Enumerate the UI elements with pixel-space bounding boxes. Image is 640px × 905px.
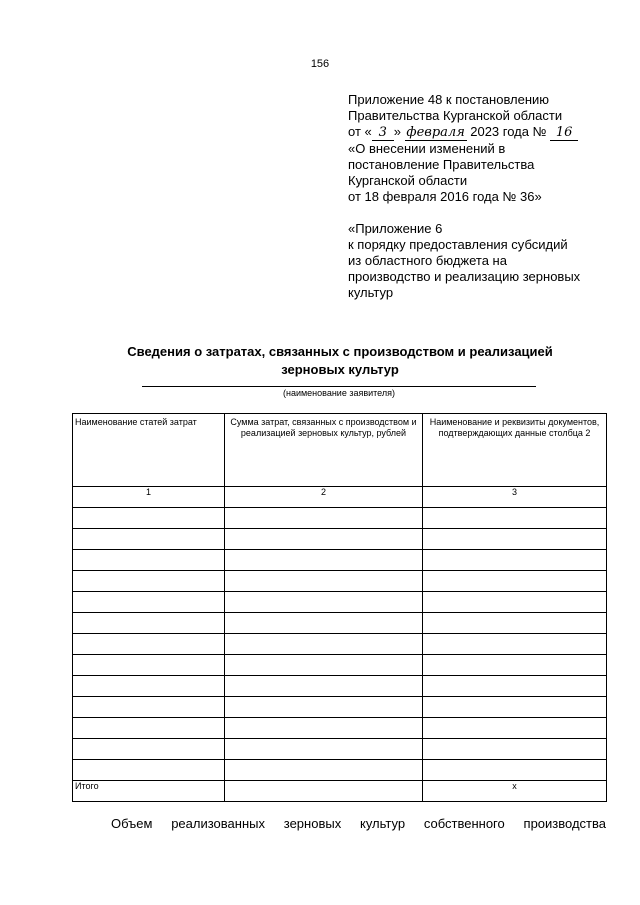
total-docs-cell: х (423, 781, 607, 802)
appendix-line: Правительства Курганской области (348, 108, 563, 123)
table-cell (73, 508, 225, 529)
table-row (73, 613, 607, 634)
table-row (73, 655, 607, 676)
table-cell (225, 676, 423, 697)
body-text: Объем реализованных зерновых культур собственного производства (111, 816, 606, 831)
table-row (73, 592, 607, 613)
appendix-date-line (348, 124, 618, 141)
header-cost-items: Наименование статей затрат (73, 414, 225, 487)
table-cell (73, 571, 225, 592)
annex-line: культур (348, 285, 394, 300)
date-mid: » (393, 124, 401, 139)
table-header-row (73, 414, 607, 487)
table-cell (423, 760, 607, 781)
table-cell (423, 550, 607, 571)
table-cell (423, 697, 607, 718)
table-cell (73, 718, 225, 739)
handwritten-day: 3 (372, 126, 394, 141)
table-cell (225, 739, 423, 760)
date-suffix: 2023 года № (470, 124, 547, 139)
table-cell (73, 613, 225, 634)
document-title (70, 343, 610, 379)
table-cell (225, 613, 423, 634)
table-row (73, 508, 607, 529)
table-cell (73, 676, 225, 697)
table-row (73, 529, 607, 550)
applicant-caption: (наименование заявителя) (282, 388, 396, 398)
table-cell (423, 529, 607, 550)
table-cell (423, 655, 607, 676)
header-cost-sum: Сумма затрат, связанных с производством и реализацией зерновых культур, рублей (225, 414, 423, 487)
table-cell (73, 697, 225, 718)
table-cell (73, 655, 225, 676)
title-line: зерновых культур (281, 362, 399, 377)
annex-line: производство и реализацию зерновых (348, 269, 581, 284)
appendix-line: «О внесении изменений в (348, 141, 506, 156)
column-numbers-row (73, 487, 607, 508)
header-documents: Наименование и реквизиты документов, подтверждающих данные столбца 2 (423, 414, 607, 487)
table-cell (225, 571, 423, 592)
appendix-line: Приложение 48 к постановлению (348, 92, 550, 107)
table-row (73, 718, 607, 739)
page-number: 156 (310, 58, 330, 70)
table-cell (225, 529, 423, 550)
table-cell (423, 508, 607, 529)
table-cell (73, 760, 225, 781)
appendix-line: постановление Правительства (348, 157, 535, 172)
table-cell (423, 592, 607, 613)
table-cell (73, 529, 225, 550)
cost-table (72, 413, 607, 802)
table-cell (423, 571, 607, 592)
total-sum-cell (225, 781, 423, 802)
table-cell (225, 508, 423, 529)
table-row (73, 676, 607, 697)
table-cell (73, 550, 225, 571)
table-cell (73, 739, 225, 760)
table-cell (423, 718, 607, 739)
handwritten-month: февраля (406, 125, 465, 140)
table-cell (225, 760, 423, 781)
table-cell (423, 739, 607, 760)
handwritten-number: 16 (550, 126, 578, 141)
table-row (73, 550, 607, 571)
appendix-block (348, 92, 618, 301)
table-cell (73, 592, 225, 613)
applicant-name-line (142, 386, 536, 387)
total-row (73, 781, 607, 802)
appendix-line: Курганской области (348, 173, 468, 188)
column-number: 1 (73, 487, 225, 508)
table-cell (423, 613, 607, 634)
table-row (73, 739, 607, 760)
annex-line: из областного бюджета на (348, 253, 507, 268)
table-row (73, 634, 607, 655)
table-row (73, 571, 607, 592)
annex-line: к порядку предоставления субсидий (348, 237, 568, 252)
column-number: 3 (423, 487, 607, 508)
title-line: Сведения о затратах, связанных с производством и реализацией (127, 344, 553, 359)
date-prefix: от « (348, 124, 372, 139)
table-cell (225, 634, 423, 655)
table-cell (423, 676, 607, 697)
table-cell (225, 718, 423, 739)
table-row (73, 697, 607, 718)
total-label: Итого (73, 781, 225, 802)
table-cell (73, 634, 225, 655)
annex-line: «Приложение 6 (348, 221, 443, 236)
table-cell (225, 697, 423, 718)
table-cell (423, 634, 607, 655)
table-cell (225, 655, 423, 676)
table-cell (225, 592, 423, 613)
column-number: 2 (225, 487, 423, 508)
table-row (73, 760, 607, 781)
appendix-line: от 18 февраля 2016 года № 36» (348, 189, 542, 204)
table-cell (225, 550, 423, 571)
